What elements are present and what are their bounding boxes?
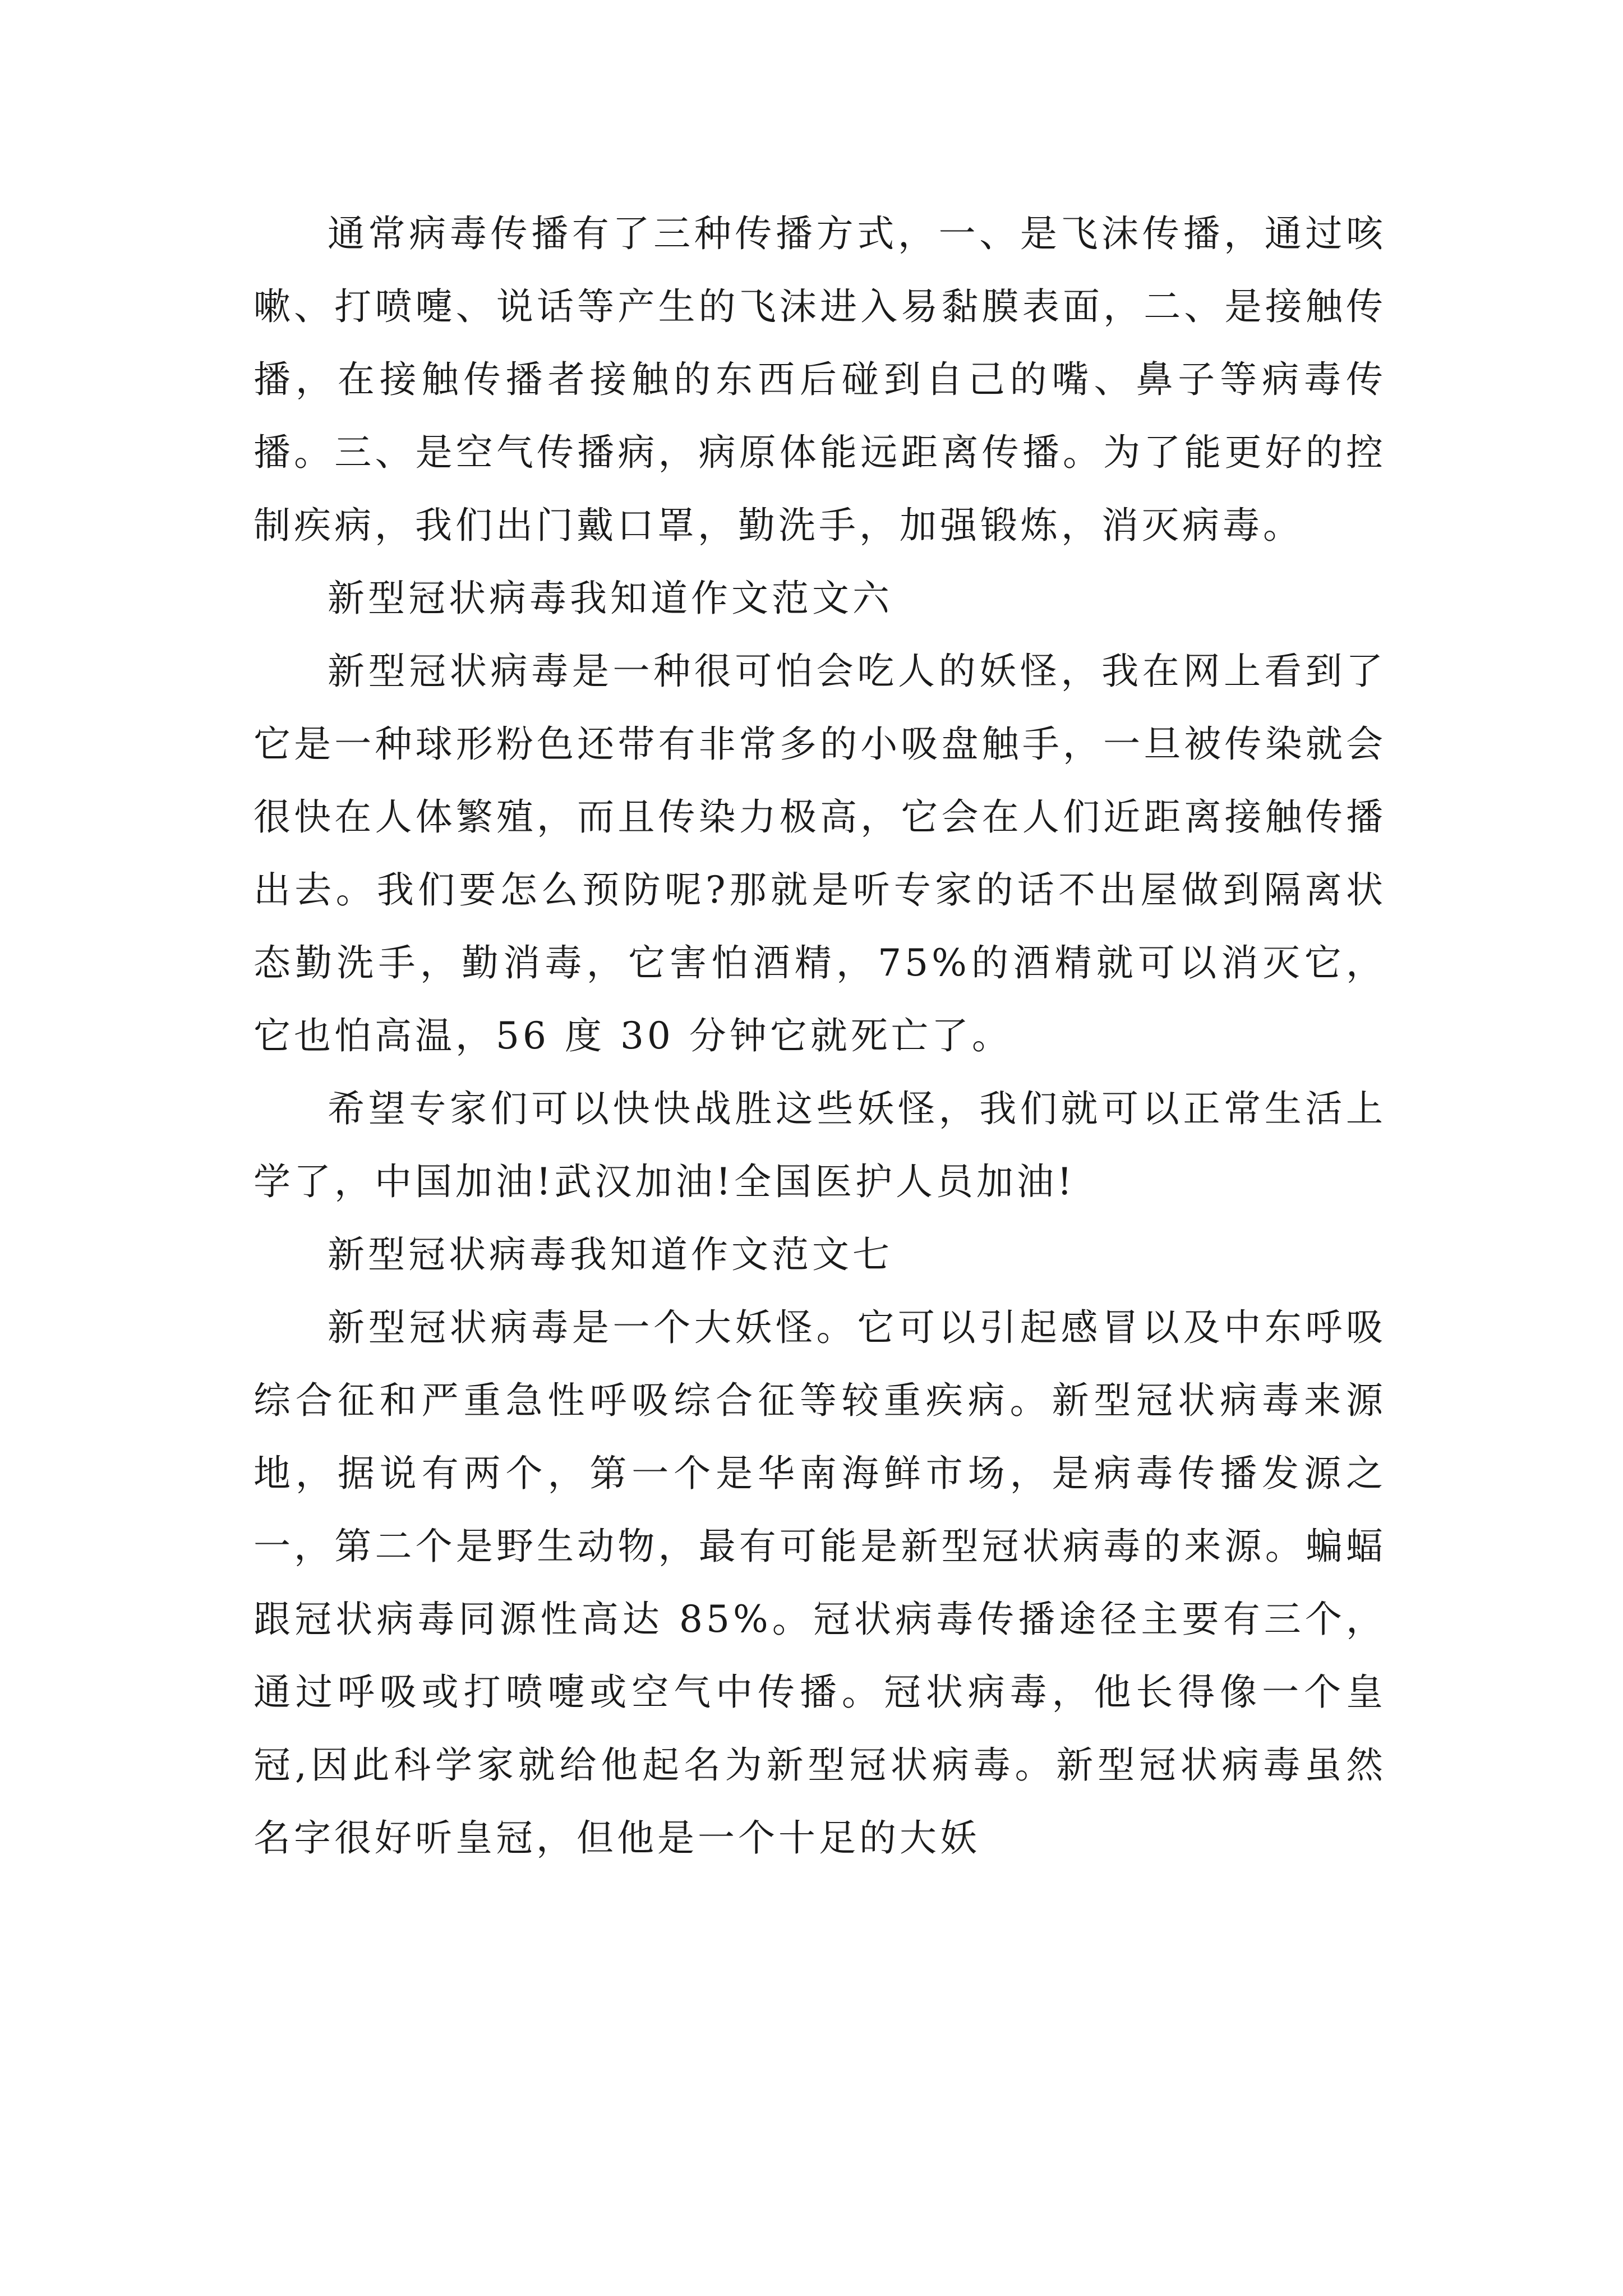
document-body bbox=[253, 197, 1386, 1875]
paragraph: 通常病毒传播有了三种传播方式，一、是飞沫传播，通过咳嗽、打喷嚏、说话等产生的飞沫进入易黏膜表面，二、是接触传播，在接触传播者接触的东西后碰到自己的嘴、鼻子等病毒传播。三、是空气传播病，病原体能远距离传播。为了能更好的控制疾病，我们出门戴口罩，勤洗手，加强锻炼，消灭病毒。 bbox=[253, 212, 1386, 547]
paragraph: 新型冠状病毒是一种很可怕会吃人的妖怪，我在网上看到了它是一种球形粉色还带有非常多的小吸盘触手，一旦被传染就会很快在人体繁殖，而且传染力极高，它会在人们近距离接触传播出去。我们要怎么预防呢?那就是听专家的话不出屋做到隔离状态勤洗手，勤消毒，它害怕酒精，75%的酒精就可以消灭它，它也怕高温，56 度 30 分钟它就死亡了。 bbox=[253, 650, 1386, 1057]
paragraph: 新型冠状病毒是一个大妖怪。它可以引起感冒以及中东呼吸综合征和严重急性呼吸综合征等较重疾病。新型冠状病毒来源地，据说有两个，第一个是华南海鲜市场，是病毒传播发源之一，第二个是野生动物，最有可能是新型冠状病毒的来源。蝙蝠跟冠状病毒同源性高达 85%。冠状病毒传播途径主要有三个，通过呼吸或打喷嚏或空气中传播。冠状病毒，他长得像一个皇冠,因此科学家就给他起名为新型冠状病毒。新型冠状病毒虽然名字很好听皇冠，但他是一个十足的大妖 bbox=[253, 1306, 1386, 1860]
section-title: 新型冠状病毒我知道作文范文六 bbox=[328, 577, 893, 620]
paragraph: 希望专家们可以快快战胜这些妖怪，我们就可以正常生活上学了，中国加油!武汉加油!全国医护人员加油! bbox=[253, 1087, 1386, 1203]
section-title: 新型冠状病毒我知道作文范文七 bbox=[328, 1233, 893, 1276]
